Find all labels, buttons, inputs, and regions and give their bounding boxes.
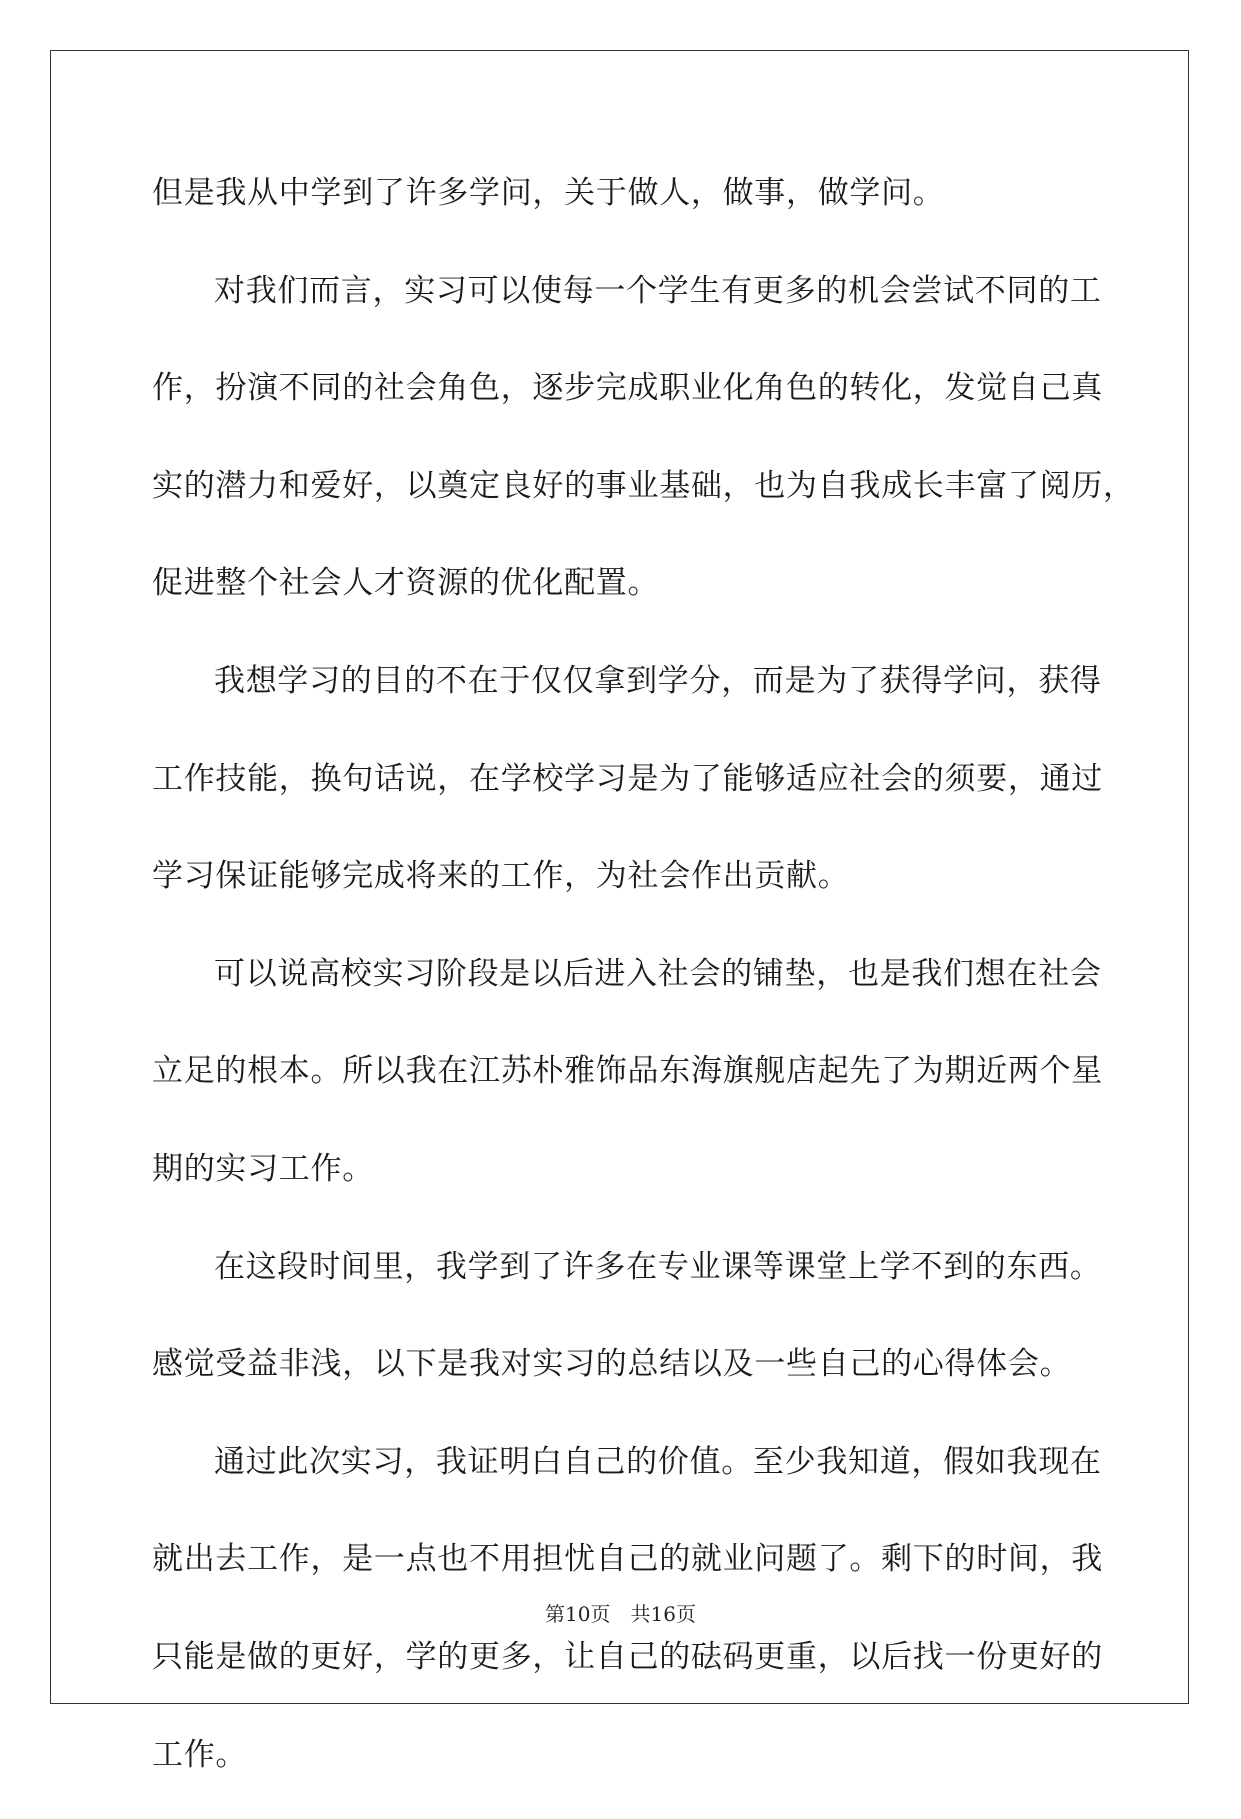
text-line: 作，扮演不同的社会角色，逐步完成职业化角色的转化，发觉自己真: [152, 355, 1088, 453]
document-body: [152, 160, 1088, 1819]
text-line: 在这段时间里，我学到了许多在专业课等课堂上学不到的东西。: [152, 1234, 1088, 1332]
text-line: 工作技能，换句话说，在学校学习是为了能够适应社会的须要，通过: [152, 746, 1088, 844]
text-line: 感觉受益非浅，以下是我对实习的总结以及一些自己的心得体会。: [152, 1331, 1088, 1429]
text-line: 对我们而言，实习可以使每一个学生有更多的机会尝试不同的工: [152, 258, 1088, 356]
text-line: 实的潜力和爱好，以奠定良好的事业基础，也为自我成长丰富了阅历，: [152, 453, 1088, 551]
page-number-footer: 第10页 共16页: [0, 1598, 1241, 1627]
text-line: 就出去工作，是一点也不用担忧自己的就业问题了。剩下的时间，我: [152, 1526, 1088, 1624]
text-line: 促进整个社会人才资源的优化配置。: [152, 550, 1088, 648]
text-line: 我想学习的目的不在于仅仅拿到学分，而是为了获得学问，获得: [152, 648, 1088, 746]
text-line: 学习保证能够完成将来的工作，为社会作出贡献。: [152, 843, 1088, 941]
text-line: 工作。: [152, 1722, 1088, 1819]
text-line: 通过此次实习，我证明白自己的价值。至少我知道，假如我现在: [152, 1429, 1088, 1527]
text-line: 立足的根本。所以我在江苏朴雅饰品东海旗舰店起先了为期近两个星: [152, 1038, 1088, 1136]
text-line: 可以说高校实习阶段是以后进入社会的铺垫，也是我们想在社会: [152, 941, 1088, 1039]
text-line: 期的实习工作。: [152, 1136, 1088, 1234]
text-line: 只能是做的更好，学的更多，让自己的砝码更重，以后找一份更好的: [152, 1624, 1088, 1722]
text-line: 但是我从中学到了许多学问，关于做人，做事，做学问。: [152, 160, 1088, 258]
